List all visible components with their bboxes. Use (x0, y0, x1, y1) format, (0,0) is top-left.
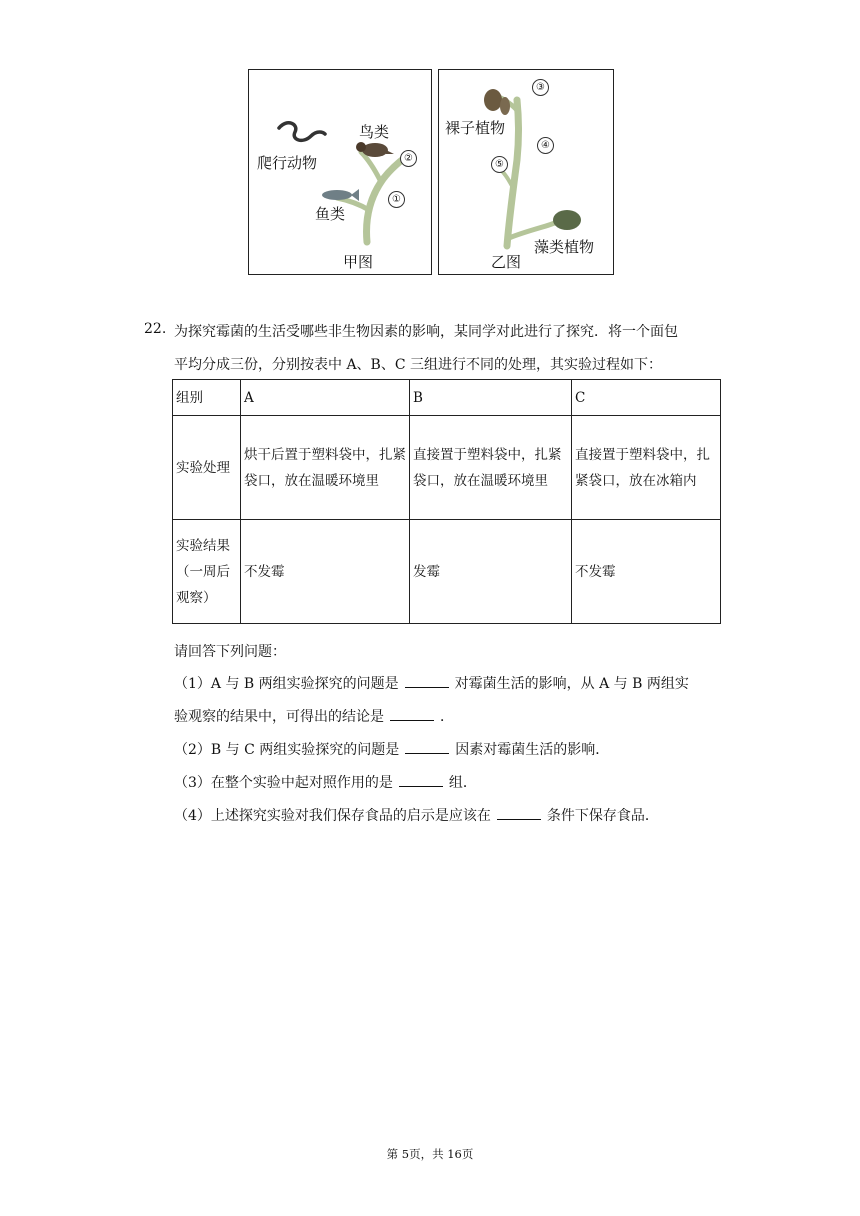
subquestion-1-line2 (174, 706, 454, 726)
answer-prompt: 请回答下列问题： (174, 644, 286, 660)
table-header-row (173, 380, 721, 416)
label-gymnosperm: 裸子植物 (445, 119, 506, 137)
treatment-b: 直接置于塑料袋中，扎紧袋口，放在温暖环境里 (410, 416, 572, 520)
row-label-treatment: 实验处理 (173, 416, 241, 520)
subquestion-2 (174, 739, 609, 759)
marker-1: ① (388, 191, 405, 208)
blank-4[interactable] (399, 772, 443, 787)
tree-trunk-yi (507, 100, 519, 246)
figure-jia (248, 69, 432, 275)
experiment-table (172, 379, 721, 624)
figure-yi (438, 69, 614, 275)
gymnosperm-icon (484, 89, 502, 111)
marker-5: ⑤ (491, 156, 508, 173)
treatment-a: 烘干后置于塑料袋中，扎紧袋口，放在温暖环境里 (241, 416, 410, 520)
sub3-text-a: （3）在整个实验中起对照作用的是 (174, 775, 393, 791)
marker-4: ④ (537, 137, 554, 154)
blank-1[interactable] (405, 673, 449, 688)
question-number: 22. (144, 321, 167, 337)
question-intro-line1: 为探究霉菌的生活受哪些非生物因素的影响，某同学对此进行了探究．将一个面包 (174, 324, 678, 340)
blank-3[interactable] (405, 739, 449, 754)
sub1-text-c: 验观察的结果中，可得出的结论是 (174, 709, 384, 725)
label-algae: 藻类植物 (534, 238, 595, 256)
sub4-text-b: 条件下保存食品． (546, 808, 659, 824)
caption-yi: 乙图 (491, 253, 522, 271)
label-bird: 鸟类 (359, 123, 390, 141)
sub1-text-d: ． (440, 709, 454, 725)
sub4-text-a: （4）上述探究实验对我们保存食品的启示是应该在 (174, 808, 491, 824)
snake-icon (279, 123, 325, 141)
label-fish: 鱼类 (315, 205, 346, 223)
sub2-text-a: （2）B 与 C 两组实验探究的问题是 (174, 742, 400, 758)
header-a: A (241, 380, 410, 416)
row-label-result: 实验结果（一周后观察） (173, 520, 241, 624)
blank-2[interactable] (390, 706, 434, 721)
sub3-text-b: 组． (448, 775, 477, 791)
header-c: C (572, 380, 721, 416)
result-b: 发霉 (410, 520, 572, 624)
subquestion-4 (174, 805, 659, 825)
question-intro-line2: 平均分成三份，分别按表中 A、B、C 三组进行不同的处理，其实验过程如下： (174, 357, 663, 373)
table-row-result (173, 520, 721, 624)
sub2-text-b: 因素对霉菌生活的影响． (455, 742, 610, 758)
sub1-text-b: 对霉菌生活的影响，从 A 与 B 两组实 (454, 676, 689, 692)
blank-5[interactable] (497, 805, 541, 820)
marker-2: ② (400, 150, 417, 167)
result-a: 不发霉 (241, 520, 410, 624)
result-c: 不发霉 (572, 520, 721, 624)
marker-3: ③ (532, 79, 549, 96)
subquestion-1-line1 (174, 673, 689, 693)
header-b: B (410, 380, 572, 416)
header-group: 组别 (173, 380, 241, 416)
label-reptile: 爬行动物 (257, 154, 318, 172)
fish-icon (322, 190, 352, 200)
page-footer: 第 5页，共 16页 (386, 1147, 474, 1161)
algae-icon (553, 210, 581, 230)
bird-icon (362, 143, 388, 157)
treatment-c: 直接置于塑料袋中，扎紧袋口，放在冰箱内 (572, 416, 721, 520)
sub1-text-a: （1）A 与 B 两组实验探究的问题是 (174, 676, 399, 692)
table-row-treatment (173, 416, 721, 520)
subquestion-3 (174, 772, 477, 792)
caption-jia: 甲图 (343, 253, 374, 271)
